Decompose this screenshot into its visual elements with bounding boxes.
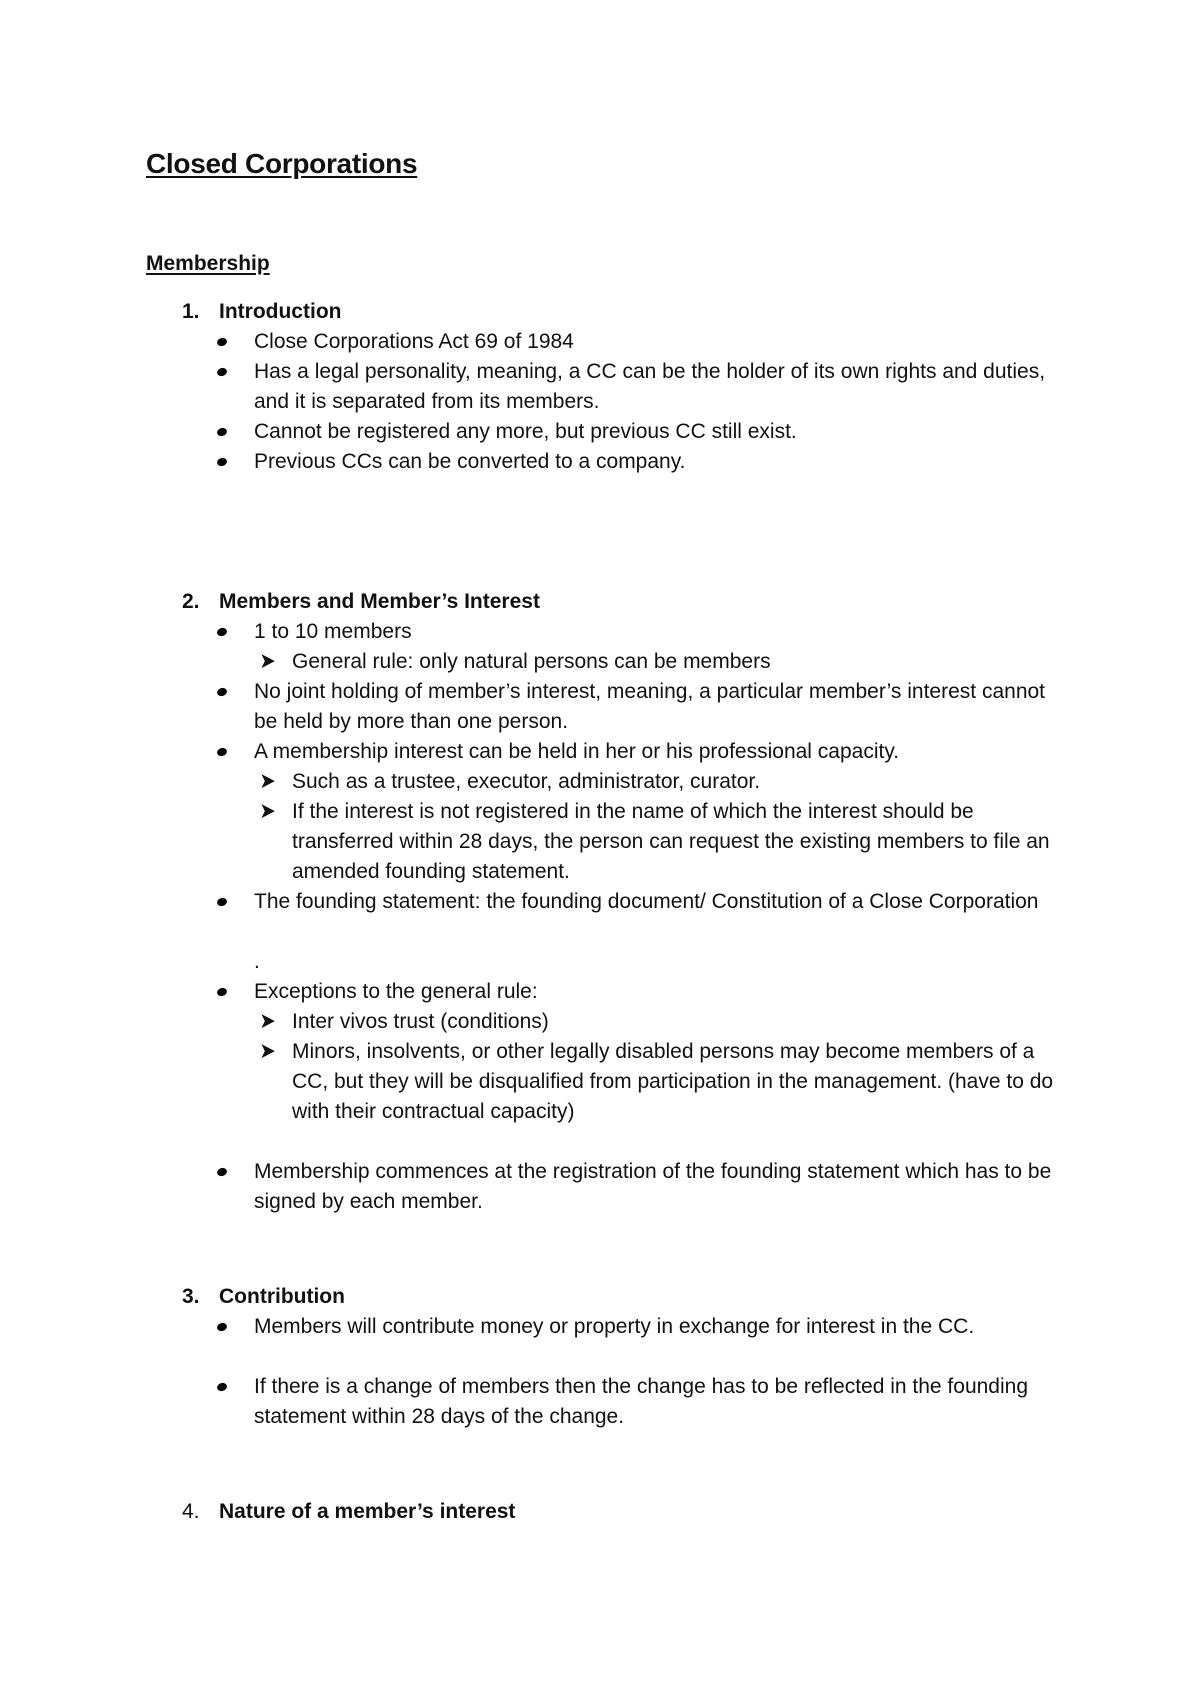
sub-bullet-text: Minors, insolvents, or other legally disabled persons may become members of a CC, but they will be disqualified from participation in the management. (have to do with their contractual capacity)	[292, 1040, 1054, 1123]
sub-bullet-text: If the interest is not registered in the name of which the interest should be transferred within 28 days, the person can request the existing members to file an amended founding statement.	[292, 800, 1050, 883]
bullet-text: Membership commences at the registration of the founding statement which has to be signed by each member.	[254, 1160, 1052, 1213]
item-title: Members and Member’s Interest	[219, 590, 540, 613]
sub-bullet-text: General rule: only natural persons can be members	[292, 650, 771, 673]
bullet-text: A membership interest can be held in her or his professional capacity.	[254, 740, 900, 763]
sub-list-item	[259, 647, 1072, 677]
round-bullet-icon	[216, 747, 228, 758]
stray-dot: .	[254, 950, 260, 973]
round-bullet-icon	[216, 627, 228, 638]
numbered-item-nature-interest	[182, 1497, 515, 1527]
item-title: Nature of a member’s interest	[219, 1500, 516, 1523]
sub-bullet-text: Such as a trustee, executor, administrator, curator.	[292, 770, 761, 793]
list-item	[254, 417, 1074, 447]
item-number: 4.	[182, 1500, 200, 1523]
arrowhead-bullet-icon: ➤	[259, 769, 276, 794]
round-bullet-icon	[216, 367, 228, 378]
arrowhead-bullet-icon: ➤	[259, 1039, 276, 1064]
arrowhead-bullet-icon: ➤	[259, 649, 276, 674]
bullet-text: No joint holding of member’s interest, meaning, a particular member’s interest cannot be held by more than one person.	[254, 680, 1046, 733]
bullet-text: Close Corporations Act 69 of 1984	[254, 330, 574, 353]
bullet-text: The founding statement: the founding document/ Constitution of a Close Corporation	[254, 890, 1039, 913]
list-item	[254, 1312, 1074, 1342]
round-bullet-icon	[216, 1322, 228, 1333]
bullet-text: Has a legal personality, meaning, a CC can be the holder of its own rights and duties, and it is separated from its members.	[254, 360, 1046, 413]
sub-list-item	[259, 1037, 1072, 1127]
sub-list-item	[259, 1007, 1072, 1037]
item-number: 1.	[182, 300, 200, 323]
sub-list-item	[259, 797, 1072, 887]
list-item	[254, 357, 1074, 417]
arrowhead-bullet-icon: ➤	[259, 799, 276, 824]
round-bullet-icon	[216, 337, 228, 348]
list-item	[254, 1372, 1074, 1432]
list-item	[254, 327, 1074, 357]
numbered-item-members-interest	[182, 587, 540, 617]
list-item	[254, 737, 1074, 767]
bullet-text: 1 to 10 members	[254, 620, 412, 643]
list-item	[254, 617, 1074, 647]
list-item	[254, 977, 1074, 1007]
item-title: Introduction	[219, 300, 342, 323]
numbered-item-contribution	[182, 1282, 345, 1312]
numbered-item-introduction	[182, 297, 341, 327]
list-item	[254, 447, 1074, 477]
round-bullet-icon	[216, 987, 228, 998]
sub-bullet-text: Inter vivos trust (conditions)	[292, 1010, 549, 1033]
list-item	[254, 677, 1074, 737]
round-bullet-icon	[216, 687, 228, 698]
bullet-text: Exceptions to the general rule:	[254, 980, 538, 1003]
document-title: Closed Corporations	[146, 148, 418, 179]
bullet-text: If there is a change of members then the change has to be reflected in the founding statement within 28 days of the change.	[254, 1375, 1029, 1428]
round-bullet-icon	[216, 1382, 228, 1393]
list-item	[254, 1157, 1074, 1217]
section-heading-membership: Membership	[146, 252, 270, 275]
bullet-text: Members will contribute money or property in exchange for interest in the CC.	[254, 1315, 975, 1338]
round-bullet-icon	[216, 1167, 228, 1178]
list-item	[254, 887, 1074, 917]
round-bullet-icon	[216, 457, 228, 468]
round-bullet-icon	[216, 897, 228, 908]
bullet-text: Cannot be registered any more, but previous CC still exist.	[254, 420, 797, 443]
arrowhead-bullet-icon: ➤	[259, 1009, 276, 1034]
bullet-text: Previous CCs can be converted to a company.	[254, 450, 686, 473]
round-bullet-icon	[216, 427, 228, 438]
sub-list-item	[259, 767, 1072, 797]
item-number: 3.	[182, 1285, 200, 1308]
item-title: Contribution	[219, 1285, 345, 1308]
item-number: 2.	[182, 590, 200, 613]
